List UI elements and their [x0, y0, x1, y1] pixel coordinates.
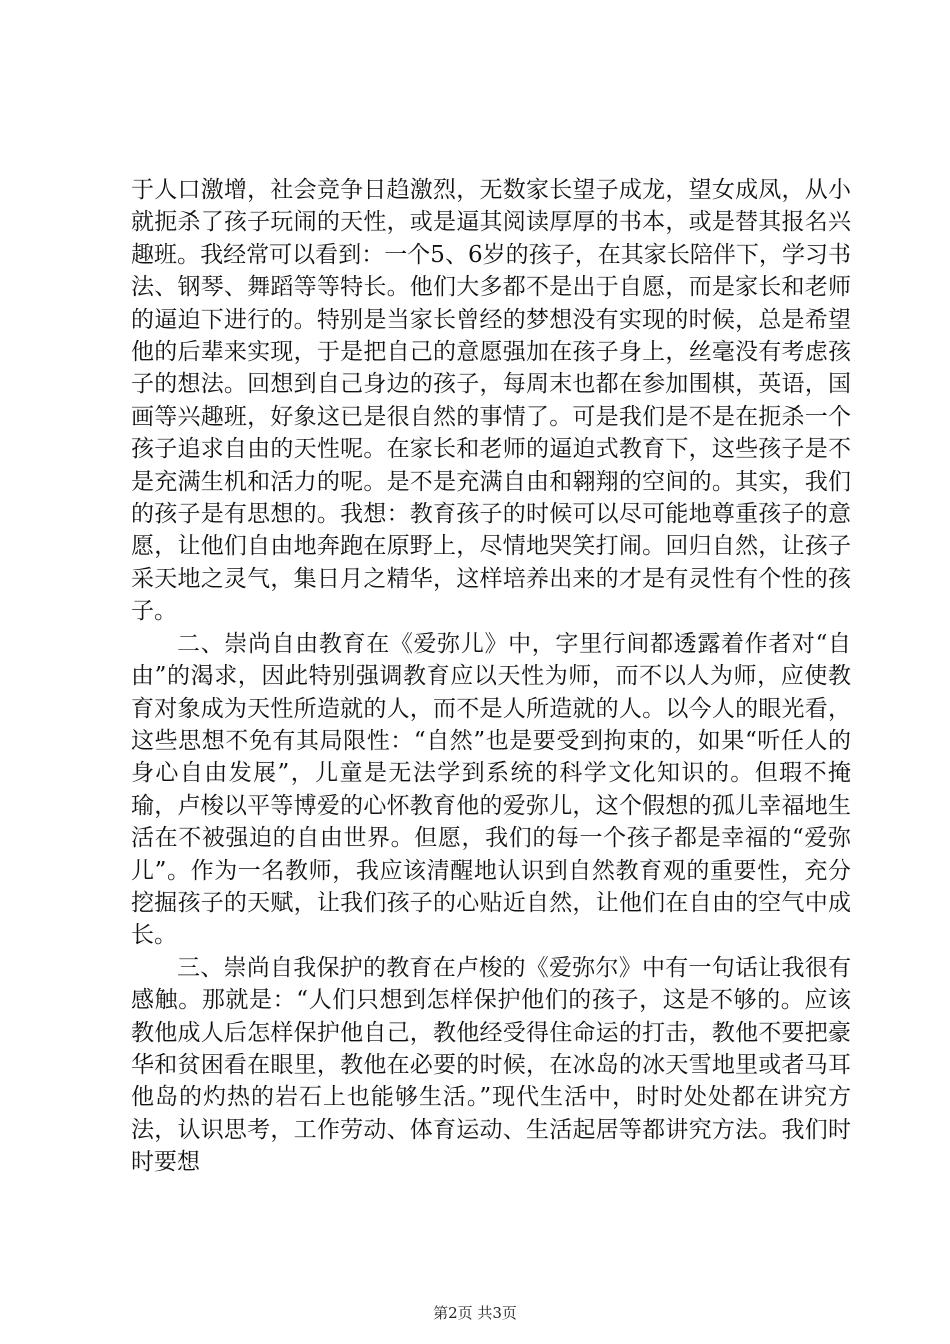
paragraph-1: 于人口激增，社会竞争日趋激烈，无数家长望子成龙，望女成凤，从小就扼杀了孩子玩闹的天性，或是逼其阅读厚厚的书本，或是替其报名兴趣班。我经常可以看到：一个5、6岁的孩子，在其家长陪伴下，学习书法、钢琴、舞蹈等等特长。他们大多都不是出于自愿，而是家长和老师的逼迫下进行的。特别是当家长曾经的梦想没有实现的时候，总是希望他的后辈来实现，于是把自己的意愿强加在孩子身上，丝毫没有考虑孩子的想法。回想到自己身边的孩子，每周末也都在参加围棋，英语，国画等兴趣班，好象这已是很自然的事情了。可是我们是不是在扼杀一个孩子追求自由的天性呢。在家长和老师的逼迫式教育下，这些孩子是不是充满生机和活力的呢。是不是充满自由和翱翔的空间的。其实，我们的孩子是有思想的。我想：教育孩子的时候可以尽可能地尊重孩子的意愿，让他们自由地奔跑在原野上，尽情地哭笑打闹。回归自然，让孩子采天地之灵气，集日月之精华，这样培养出来的才是有灵性有个性的孩子。	[131, 177, 851, 625]
paragraph-2: 二、崇尚自由教育在《爱弥儿》中，字里行间都透露着作者对“自由”的渴求，因此特别强调教育应以天性为师，而不以人为师，应使教育对象成为天性所造就的人，而不是人所造就的人。以今人的眼光看，这些思想不免有其局限性：“自然”也是要受到拘束的，如果“听任人的身心自由发展”，儿童是无法学到系统的科学文化知识的。但瑕不掩瑜，卢梭以平等博爱的心怀教育他的爱弥儿，这个假想的孤儿幸福地生活在不被强迫的自由世界。但愿，我们的每一个孩子都是幸福的“爱弥儿”。作为一名教师，我应该清醒地认识到自然教育观的重要性，充分挖掘孩子的天赋，让我们孩子的心贴近自然，让他们在自由的空气中成长。	[131, 630, 851, 949]
document-body	[131, 174, 851, 1179]
page-footer: 第2页 共3页	[433, 1304, 517, 1322]
paragraph-3: 三、崇尚自我保护的教育在卢梭的《爱弥尔》中有一句话让我很有感触。那就是：“人们只想到怎样保护他们的孩子，这是不够的。应该教他成人后怎样保护他自己，教他经受得住命运的打击，教他不要把豪华和贫困看在眼里，教他在必要的时候，在冰岛的冰天雪地里或者马耳他岛的灼热的岩石上也能够生活。”现代生活中，时时处处都在讲究方法，认识思考，工作劳动、体育运动、生活起居等都讲究方法。我们时时要想	[131, 954, 851, 1176]
